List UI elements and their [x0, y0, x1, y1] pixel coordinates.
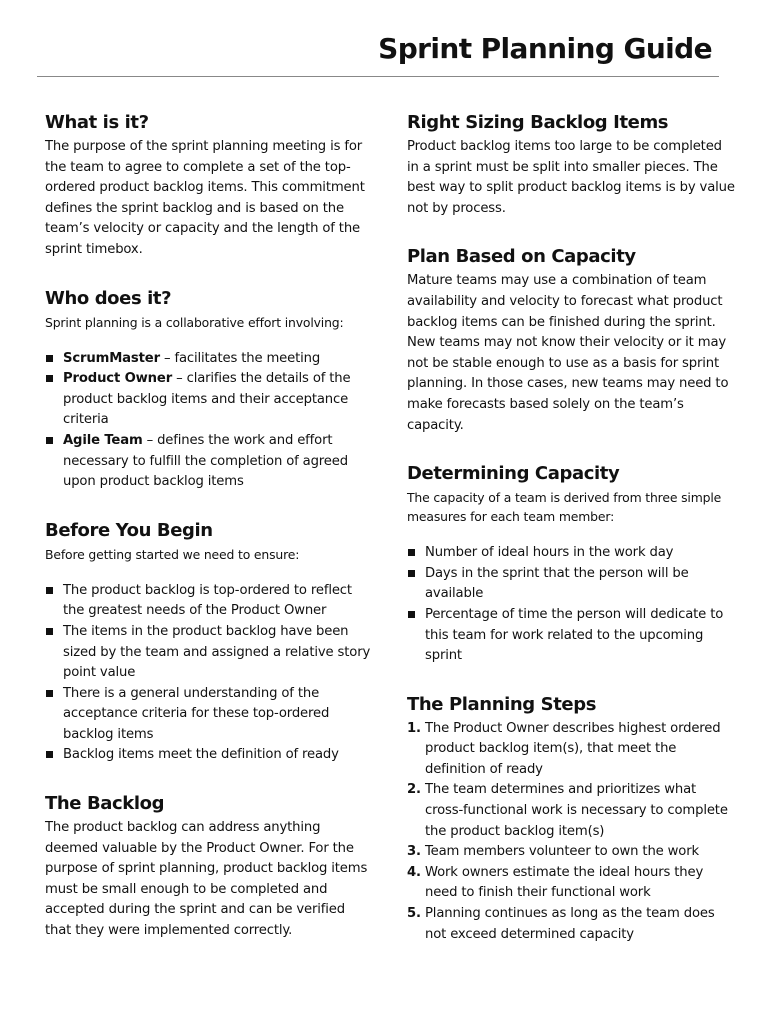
roles-list	[45, 349, 375, 493]
section-determining-capacity	[407, 462, 737, 667]
role-name: ScrumMaster	[63, 350, 160, 366]
list-item	[407, 780, 737, 842]
list-item-text: Backlog items meet the definition of ready	[63, 747, 339, 763]
list-item	[407, 842, 737, 863]
section-planning-steps	[407, 693, 737, 946]
list-item	[45, 581, 375, 622]
list-item	[45, 349, 375, 370]
step-number: 1.	[407, 720, 421, 736]
section-body: Product backlog items too large to be completed in a sprint must be split into smaller pieces. The best way to split product backlog items is by value not by process.	[407, 139, 735, 216]
section-plan-capacity	[407, 245, 737, 436]
list-item-text: The product backlog is top-ordered to reflect the greatest needs of the Product Owner	[63, 582, 352, 619]
capacity-measures-list	[407, 543, 737, 667]
left-column	[45, 111, 375, 968]
list-item	[45, 431, 375, 493]
section-the-backlog	[45, 792, 375, 942]
square-bullet-icon	[46, 751, 53, 758]
section-heading: Before You Begin	[45, 519, 213, 541]
square-bullet-icon	[46, 628, 53, 635]
planning-steps-list	[407, 719, 737, 946]
role-description: – defines the work and effort necessary to fulfill the completion of agreed upon product backlog items	[63, 432, 348, 490]
section-who-does-it	[45, 287, 375, 493]
list-item-text: The items in the product backlog have been sized by the team and assigned a relative story point value	[63, 623, 371, 681]
step-text: The Product Owner describes highest ordered product backlog item(s), that meet the definition of ready	[425, 720, 721, 777]
section-heading: Determining Capacity	[407, 463, 620, 485]
section-heading: Plan Based on Capacity	[407, 246, 636, 268]
step-text: Planning continues as long as the team does not exceed determined capacity	[425, 906, 715, 942]
square-bullet-icon	[408, 570, 415, 577]
list-item	[407, 543, 737, 564]
step-text: Team members volunteer to own the work	[425, 844, 699, 860]
step-text: The team determines and prioritizes what cross-functional work is necessary to complete the product backlog item(s)	[425, 782, 728, 839]
section-intro: Before getting started we need to ensure:	[45, 546, 300, 562]
section-heading: The Backlog	[45, 793, 165, 815]
section-heading: What is it?	[45, 112, 149, 133]
list-item	[45, 622, 375, 684]
section-intro: The capacity of a team is derived from three simple measures for each team member:	[407, 490, 722, 525]
section-right-sizing	[407, 111, 737, 219]
square-bullet-icon	[46, 587, 53, 594]
square-bullet-icon	[46, 375, 53, 382]
page-title: Sprint Planning Guide	[378, 32, 712, 65]
role-description: – clarifies the details of the product backlog items and their acceptance criteria	[63, 371, 351, 428]
right-column	[407, 111, 737, 971]
step-number: 3.	[407, 844, 421, 860]
square-bullet-icon	[46, 690, 53, 697]
list-item	[407, 904, 737, 945]
section-body: The product backlog can address anything deemed valuable by the Product Owner. For the purpose of sprint planning, product backlog items must be small enough to be completed and accepted during the sprint and can be verified that they were implemented correctly.	[45, 820, 368, 939]
list-item-text: There is a general understanding of the acceptance criteria for these top-ordered backlog items	[63, 685, 330, 742]
section-what-is-it	[45, 111, 375, 261]
role-name: Agile Team	[63, 432, 143, 448]
list-item-text: Days in the sprint that the person will be available	[425, 565, 689, 602]
list-item	[45, 369, 375, 431]
list-item-text: Percentage of time the person will dedicate to this team for work related to the upcoming sprint	[425, 606, 724, 664]
step-text: Work owners estimate the ideal hours they need to finish their functional work	[425, 864, 704, 901]
section-body: The purpose of the sprint planning meeting is for the team to agree to complete a set of the top-ordered product backlog items. This commitment defines the sprint backlog and is based on the team’s velocity or capacity and the length of the sprint timebox.	[45, 139, 365, 257]
role-description: – facilitates the meeting	[159, 350, 321, 366]
list-item	[407, 719, 737, 781]
square-bullet-icon	[408, 611, 415, 618]
list-item	[407, 605, 737, 667]
section-before-you-begin	[45, 519, 375, 766]
section-heading: Who does it?	[45, 287, 172, 309]
step-number: 4.	[407, 864, 421, 880]
role-name: Product Owner	[63, 371, 173, 387]
square-bullet-icon	[46, 437, 53, 444]
section-intro: Sprint planning is a collaborative effort involving:	[45, 314, 344, 330]
square-bullet-icon	[46, 355, 53, 362]
list-item	[407, 863, 737, 904]
section-body: Mature teams may use a combination of team availability and velocity to forecast what product backlog items can be finished during the sprint. New teams may not know their velocity or it may not be stable enough to use as a basis for sprint planning. In those cases, new teams may need to make forecasts based solely on the team’s capacity.	[407, 273, 729, 433]
prerequisites-list	[45, 581, 375, 766]
list-item	[407, 564, 737, 605]
list-item	[45, 745, 375, 766]
section-heading: Right Sizing Backlog Items	[407, 112, 669, 133]
step-number: 5.	[407, 906, 421, 922]
step-number: 2.	[407, 782, 421, 798]
list-item-text: Number of ideal hours in the work day	[425, 545, 674, 561]
list-item	[45, 684, 375, 746]
title-divider	[37, 76, 719, 77]
section-heading: The Planning Steps	[407, 693, 597, 715]
square-bullet-icon	[408, 549, 415, 556]
